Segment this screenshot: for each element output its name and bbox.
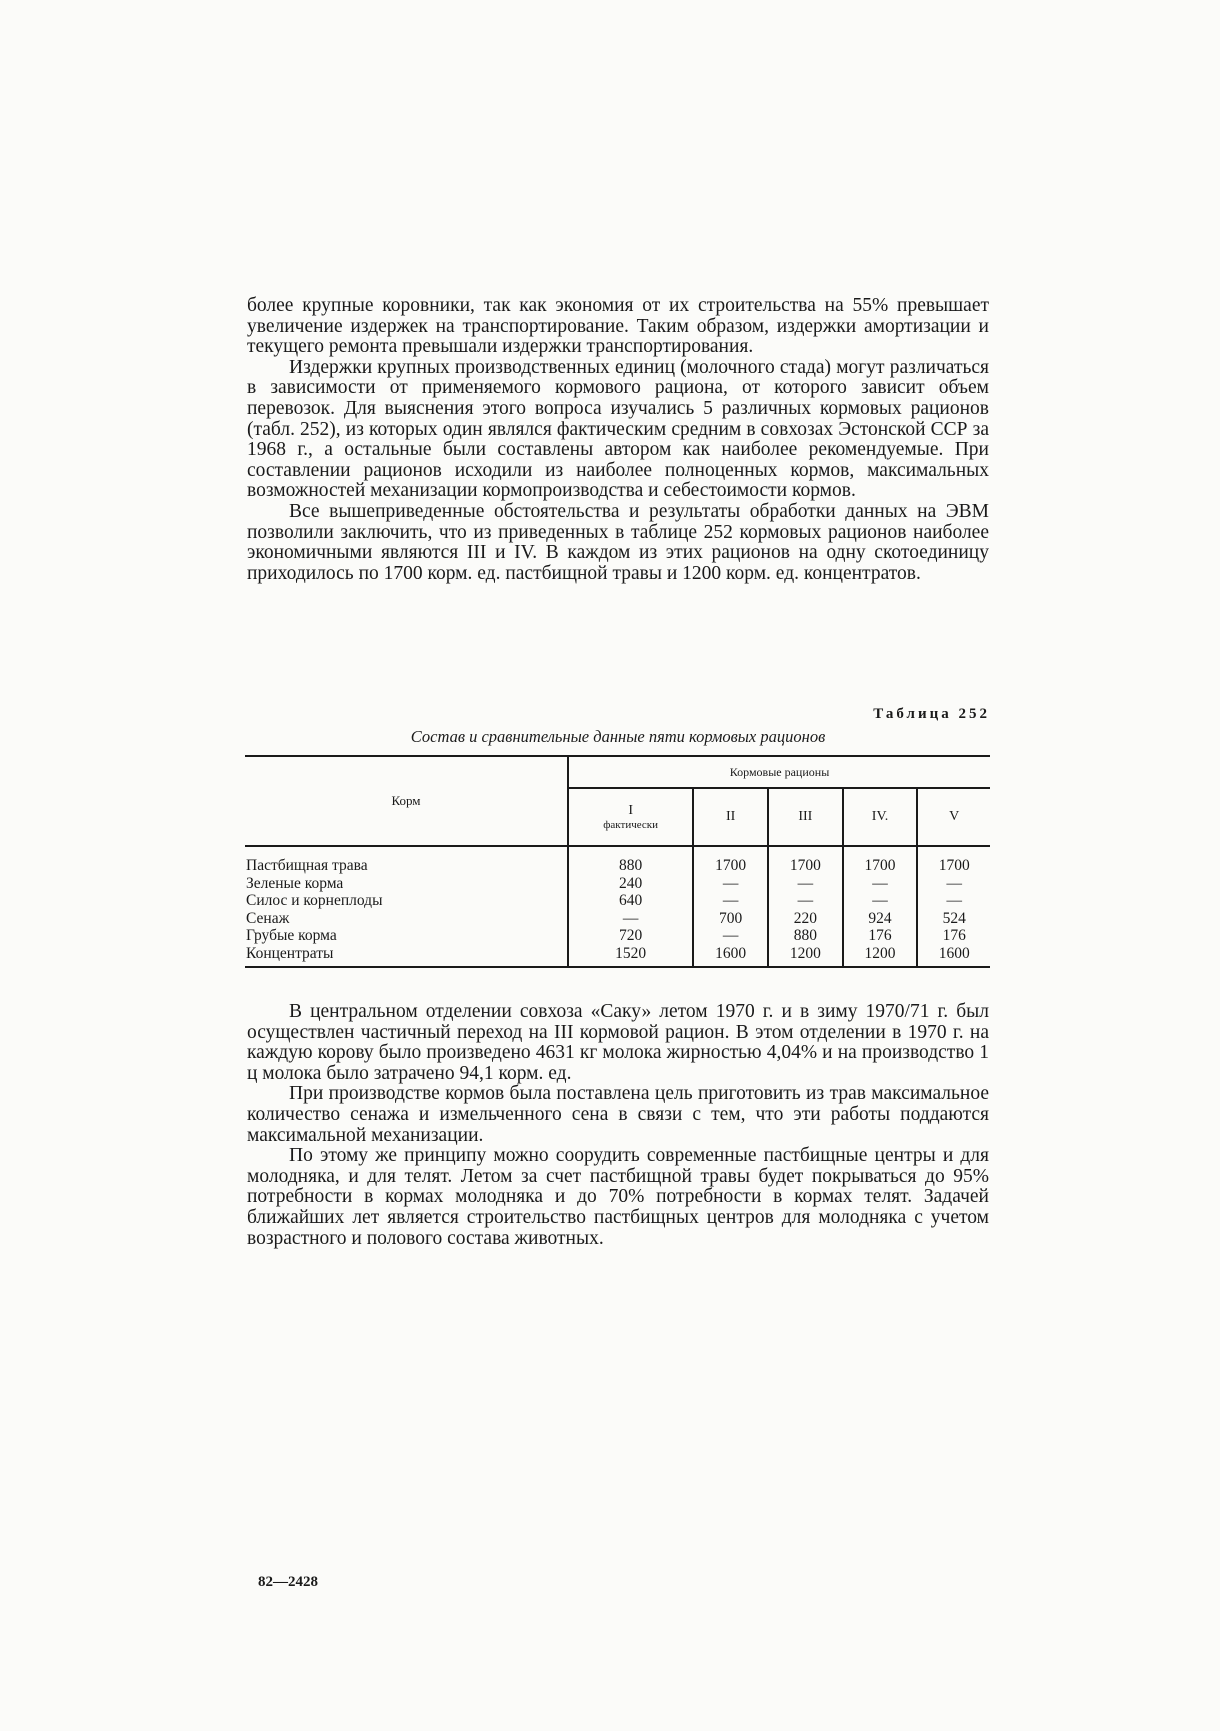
table-cell: — <box>946 892 962 909</box>
table-caption: Состав и сравнительные данные пяти кормовых рационов <box>410 727 826 746</box>
table-cell: 1700 <box>938 857 970 874</box>
table-cell: — <box>722 927 739 944</box>
table-cell: 880 <box>793 927 817 944</box>
table-cell: — <box>722 874 739 892</box>
table-cell: — <box>797 874 814 892</box>
table-cell: — <box>946 874 962 892</box>
table-body-row <box>245 846 990 967</box>
table-cell: 240 <box>619 874 643 892</box>
table-cell: 640 <box>619 892 643 909</box>
table-cell: 1200 <box>864 944 896 962</box>
feed-name: Зеленые корма <box>246 874 344 892</box>
paragraph: При производстве кормов была поставлена цель приготовить из трав максимальное количество сенажа и измельченного сена в связи с тем, что эти работы поддаются максимальной механизации. <box>247 1083 989 1146</box>
table-cell: — <box>872 892 888 909</box>
table-cell: 720 <box>619 927 643 944</box>
ration-subtitle: фактически <box>603 819 659 831</box>
table-cell: — <box>797 892 814 909</box>
ration-header-3: III <box>768 788 843 846</box>
ration-header-1 <box>568 788 693 846</box>
rations-group-header: Кормовые рационы <box>568 756 990 788</box>
feed-rations-table <box>245 755 990 968</box>
table-cell: 1520 <box>615 944 647 962</box>
text-block-top <box>247 296 989 584</box>
paragraph: Издержки крупных производственных единиц (молочного стада) могут различаться в зависимости от применяемого кормового рациона, от которого зависит объем перевозок. Для выяснения этого вопроса изучались 5 различных кормовых рационов (табл. 252), из которых один являлся фактическим средним в совхозах Эстонской ССР за 1968 г., а остальные были составлены автором как наиболее рекомендуемые. При составлении рационов исходили из наиболее полноценных кормов, максимальных возможностей механизации кормопроизводства и себестоимости кормов. <box>247 356 989 502</box>
table-cell: 1600 <box>715 944 747 962</box>
table-cell: 924 <box>868 909 892 927</box>
paragraph: более крупные коровники, так как экономия от их строительства на 55% превышает увеличение издержек на транспортирование. Таким образом, издержки амортизации и текущего ремонта превышали издержки транспортирования. <box>247 295 989 358</box>
table-cell: 176 <box>868 927 892 944</box>
ration-1-values <box>568 846 693 967</box>
feed-name: Концентраты <box>246 944 334 962</box>
feed-name: Грубые корма <box>246 927 337 944</box>
feed-name: Силос и корнеплоды <box>246 892 383 909</box>
ration-header-5: V <box>917 788 990 846</box>
paragraph: В центральном отделении совхоза «Саку» летом 1970 г. и в зиму 1970/71 г. был осуществлен частичный переход на III кормовой рацион. В этом отделении в 1970 г. на каждую корову было произведено 4631 кг молока жирностью 4,04% и на производство 1 ц молока было затрачено 94,1 корм. ед. <box>247 1001 989 1084</box>
table-cell: 1700 <box>715 857 747 874</box>
table-cell: 176 <box>942 927 966 944</box>
table-cell: 1200 <box>789 944 821 962</box>
feed-names-cell <box>245 846 568 967</box>
ration-5-values <box>917 846 990 967</box>
feed-name: Пастбищная трава <box>246 857 368 874</box>
table-cell: — <box>622 909 639 927</box>
table-cell: 1700 <box>864 857 896 874</box>
table-cell: 220 <box>793 909 817 927</box>
ration-2-values <box>693 846 768 967</box>
table-cell: 880 <box>619 857 643 874</box>
table-number: Таблица 252 <box>873 706 990 722</box>
paragraph: По этому же принципу можно соорудить современные пастбищные центры и для молодняка, и для телят. Летом за счет пастбищной травы будет покрываться до 95% потребности в кормах молодняка и до 70% потребности в кормах телят. Задачей ближайших лет является строительство пастбищных центров для молодняка с учетом возрастного и полового состава животных. <box>247 1145 989 1249</box>
table-cell: 524 <box>942 909 966 927</box>
table-cell: — <box>722 892 739 909</box>
table-cell: 1700 <box>789 857 821 874</box>
text-block-bottom <box>247 1002 989 1249</box>
signature-code: 82—2428 <box>258 1574 318 1590</box>
table-cell: 1600 <box>938 944 970 962</box>
ration-header-4: IV. <box>843 788 918 846</box>
feed-name: Сенаж <box>246 909 290 927</box>
ration-numeral: I <box>628 803 633 818</box>
ration-3-values <box>768 846 843 967</box>
table-cell: — <box>872 874 888 892</box>
ration-4-values <box>843 846 918 967</box>
paragraph: Все вышеприведенные обстоятельства и результаты обработки данных на ЭВМ позволили заключить, что из приведенных в таблице 252 кормовых рационов наиболее экономичными являются III и IV. В каждом из этих рационов на одну скотоединицу приходилось по 1700 корм. ед. пастбищной травы и 1200 корм. ед. концентратов. <box>247 500 989 584</box>
ration-header-2: II <box>693 788 768 846</box>
feed-column-header: Корм <box>245 756 568 846</box>
table-cell: 700 <box>719 909 743 927</box>
